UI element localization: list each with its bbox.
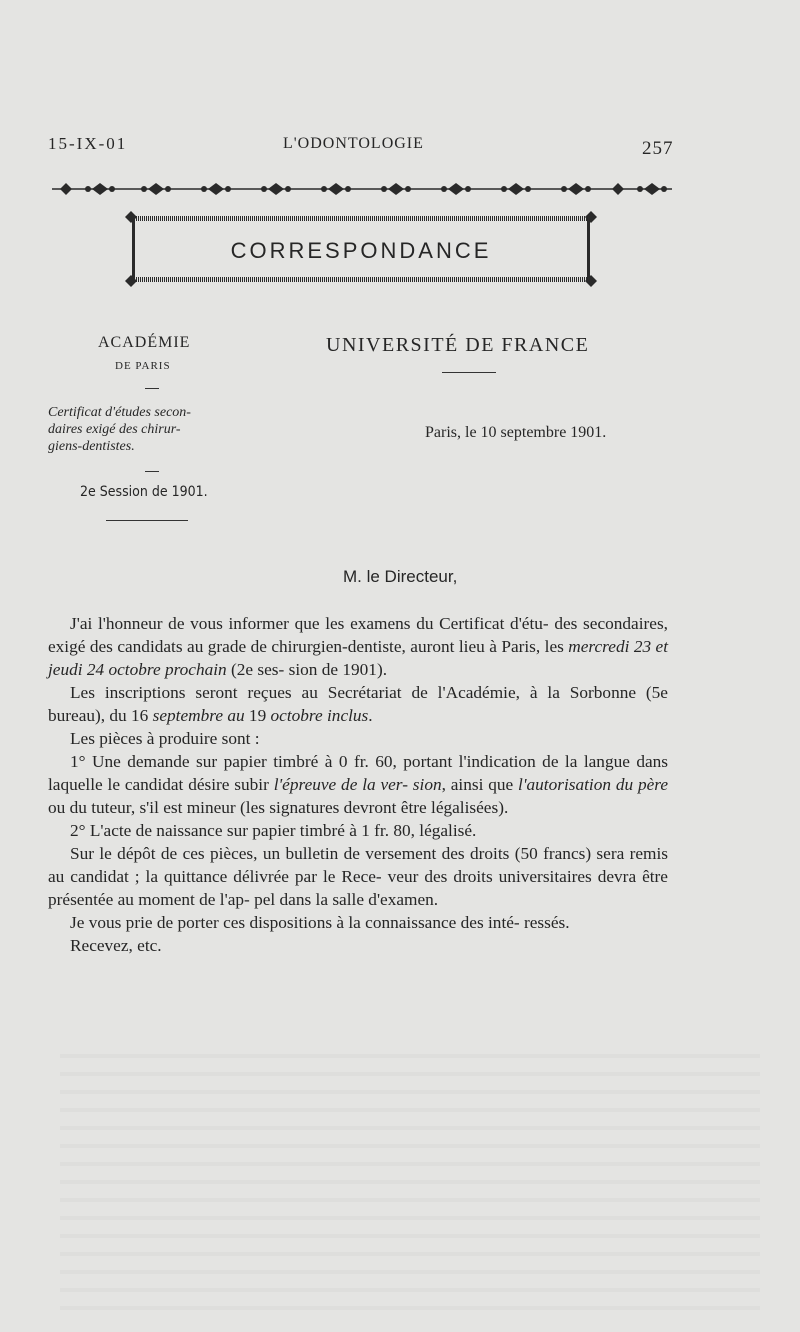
bleed-through-text <box>60 1040 760 1320</box>
text-run: (2e ses- <box>226 660 285 679</box>
text-run-italic: septembre au <box>152 706 245 725</box>
divider <box>442 372 496 373</box>
text-run: (50 francs) sera remis au candidat ; la quittance délivrée par le Rece- <box>48 844 668 886</box>
section-title: CORRESPONDANCE <box>230 238 492 263</box>
certificat-line: giens-dentistes. <box>48 439 135 454</box>
journal-title: L'ODONTOLOGIE <box>283 135 424 152</box>
frame-corner-icon <box>584 274 598 288</box>
text-run-italic: l'autorisation du père <box>518 775 669 794</box>
correspondance-frame <box>122 210 600 290</box>
de-paris-label: DE PARIS <box>115 360 171 372</box>
text-run: de la langue dans laquelle le candidat désire subir <box>48 752 669 794</box>
header-date: 15-IX-01 <box>48 134 128 153</box>
session-label: 2e Session de 1901. <box>80 484 208 500</box>
divider <box>106 520 188 521</box>
text-run-italic: octobre inclus <box>270 706 369 725</box>
text-run-italic: mercredi 23 et jeudi 24 octobre prochain <box>48 637 668 679</box>
frame-rule-top <box>132 216 590 221</box>
divider <box>145 471 159 472</box>
text-run-italic: sion <box>412 775 442 794</box>
letter-body <box>48 612 668 957</box>
text-run-italic: l'épreuve de la ver- <box>273 775 408 794</box>
academie-label: ACADÉMIE <box>98 334 191 351</box>
text-run: ressés. <box>524 913 570 932</box>
text-run: signatures devront être légalisées). <box>269 798 509 817</box>
certificat-line: Certificat d'études secon- <box>48 405 191 420</box>
text-run: 19 <box>244 706 271 725</box>
text-run: Sur le dépôt de ces pièces, un bulletin de versement des droits <box>70 844 510 863</box>
text-run: sion de 1901). <box>288 660 388 679</box>
text-run: auront lieu à Paris, les <box>410 637 569 656</box>
paragraph <box>48 612 668 681</box>
text-run: des secondaires, exigé des candidats au grade de chirurgien-dentiste, <box>48 614 668 656</box>
text-run: veur des droits universitaires devra être présentée au moment de l'ap- <box>48 867 668 909</box>
ornamental-band <box>52 178 672 200</box>
frame-corner-icon <box>124 274 138 288</box>
paragraph <box>48 842 668 911</box>
paragraph: 2° L'acte de naissance sur papier timbré à 1 fr. 80, légalisé. <box>70 821 477 840</box>
text-run: Les inscriptions seront reçues au Secrétariat de l'Académie, à la <box>70 683 560 702</box>
text-run: Je vous prie de porter ces dispositions à la connaissance des inté- <box>70 913 520 932</box>
paragraph <box>48 681 668 727</box>
text-run: Sorbonne (5e bureau), du 16 <box>48 683 668 725</box>
text-run: J'ai l'honneur de vous informer que les examens du Certificat d'étu- <box>70 614 549 633</box>
text-run: . <box>368 706 373 725</box>
paragraph: Recevez, etc. <box>70 936 162 955</box>
text-run: ou du tuteur, s'il est mineur (les <box>48 798 265 817</box>
text-run: pel dans la salle d'examen. <box>254 890 439 909</box>
dateline: Paris, le 10 septembre 1901. <box>425 424 607 441</box>
paragraph <box>48 750 668 819</box>
frame-corner-icon <box>584 210 598 224</box>
divider <box>145 388 159 389</box>
paragraph <box>48 911 668 934</box>
salutation: M. le Directeur, <box>343 567 458 586</box>
universite-heading: UNIVERSITÉ DE FRANCE <box>326 334 590 356</box>
text-run: , ainsi que <box>441 775 519 794</box>
certificat-line: daires exigé des chirur- <box>48 422 181 437</box>
text-run: 1° Une demande sur papier timbré à 0 fr. 60, portant l'indication <box>70 752 536 771</box>
frame-corner-icon <box>124 210 138 224</box>
certificat-subject <box>48 404 258 455</box>
frame-rule-bottom <box>132 277 590 282</box>
paragraph: Les pièces à produire sont : <box>70 729 260 748</box>
page-number: 257 <box>642 138 674 159</box>
